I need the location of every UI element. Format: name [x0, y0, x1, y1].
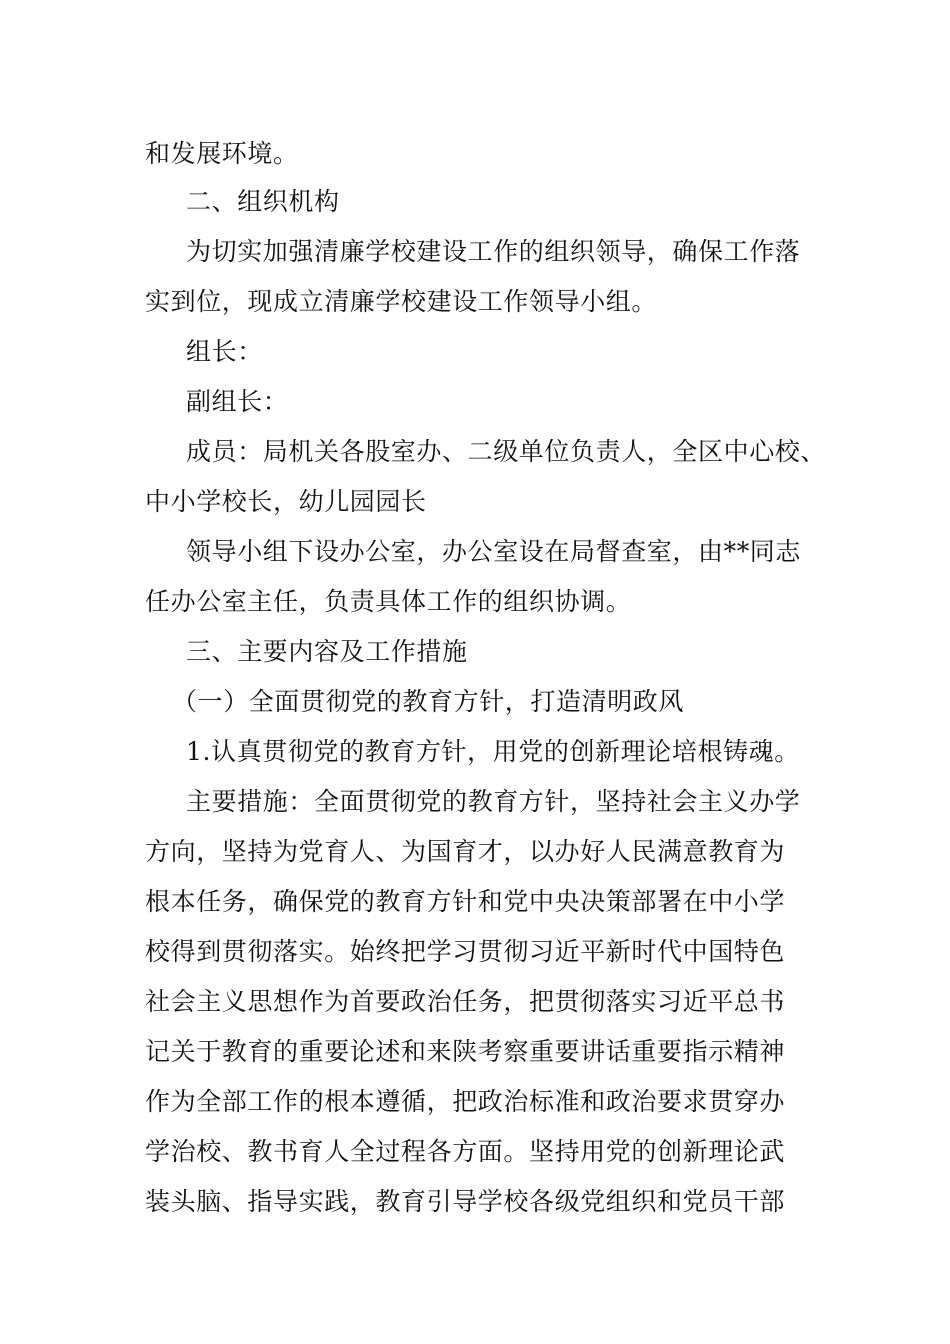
members-line-1: 成员：局机关各股室办、二级单位负责人，全区中心校、 [186, 437, 827, 466]
measures-line-8: 学治校、教书育人全过程各方面。坚持用党的创新理论武 [145, 1137, 786, 1166]
paragraph-line-1: 和发展环境。 [145, 139, 299, 168]
subsection-heading-1: （一）全面贯彻党的教育方针，打造清明政风 [172, 687, 685, 716]
team-leader-line: 组长： [186, 337, 263, 366]
measures-line-2: 方向，坚持为党育人、为国育才，以办好人民满意教育为 [145, 837, 786, 866]
measures-line-7: 作为全部工作的根本遵循，把政治标准和政治要求贯穿办 [145, 1087, 786, 1116]
paragraph-line-4: 实到位，现成立清廉学校建设工作领导小组。 [145, 287, 658, 316]
office-line-2: 任办公室主任，负责具体工作的组织协调。 [145, 587, 632, 616]
measures-line-4: 校得到贯彻落实。始终把学习贯彻习近平新时代中国特色 [145, 937, 786, 966]
section-heading-main-content: 三、主要内容及工作措施 [186, 637, 468, 666]
measures-line-9: 装头脑、指导实践，教育引导学校各级党组织和党员干部 [145, 1187, 786, 1216]
item-heading-1: 1.认真贯彻党的教育方针，用党的创新理论培根铸魂。 [186, 737, 800, 766]
measures-line-6: 记关于教育的重要论述和来陕考察重要讲话重要指示精神 [145, 1037, 786, 1066]
deputy-leader-line: 副组长： [186, 387, 289, 416]
members-line-2: 中小学校长，幼儿园园长 [145, 487, 427, 516]
measures-line-5: 社会主义思想作为首要政治任务，把贯彻落实习近平总书 [145, 987, 786, 1016]
measures-line-3: 根本任务，确保党的教育方针和党中央决策部署在中小学 [145, 887, 786, 916]
section-heading-organization: 二、组织机构 [186, 187, 340, 216]
paragraph-line-3: 为切实加强清廉学校建设工作的组织领导，确保工作落 [186, 237, 801, 266]
office-line-1: 领导小组下设办公室，办公室设在局督查室，由**同志 [186, 537, 802, 566]
measures-line-1: 主要措施：全面贯彻党的教育方针，坚持社会主义办学 [186, 787, 801, 816]
